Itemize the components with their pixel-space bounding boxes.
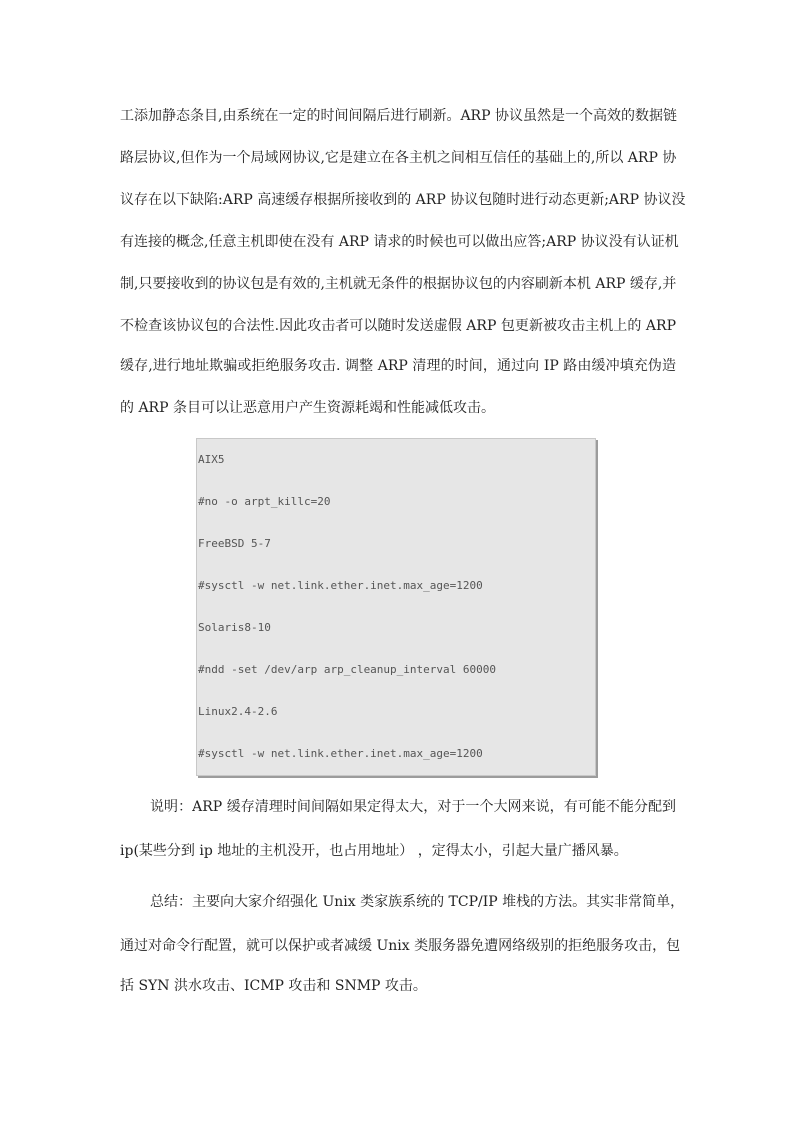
code-block xyxy=(196,438,596,776)
code-line: Solaris8-10 xyxy=(198,621,271,634)
note-line: ip(某些分到 ip 地址的主机没开，也占用地址） ，定得太小，引起大量广播风暴。 xyxy=(120,843,628,859)
summary-line: 总结：主要向大家介绍强化 Unix 类家族系统的 TCP/IP 堆栈的方法。其实非常简单， xyxy=(150,894,685,910)
paragraph-line: 制,只要接收到的协议包是有效的,主机就无条件的根据协议包的内容刷新本机 ARP 缓存,并 xyxy=(120,276,677,292)
code-line: #sysctl -w net.link.ether.inet.max_age=1200 xyxy=(198,579,483,592)
paragraph-line: 工添加静态条目,由系统在一定的时间间隔后进行刷新。ARP 协议虽然是一个高效的数据链 xyxy=(120,108,677,124)
code-line: FreeBSD 5-7 xyxy=(198,537,271,550)
summary-line: 通过对命令行配置，就可以保护或者减缓 Unix 类服务器免遭网络级别的拒绝服务攻击，包 xyxy=(120,938,681,954)
paragraph-line: 路层协议,但作为一个局域网协议,它是建立在各主机之间相互信任的基础上的,所以 ARP 协 xyxy=(120,150,677,166)
code-line: Linux2.4-2.6 xyxy=(198,705,278,718)
paragraph-line: 不检查该协议包的合法性.因此攻击者可以随时发送虚假 ARP 包更新被攻击主机上的 ARP xyxy=(120,318,676,334)
paragraph-line: 的 ARP 条目可以让恶意用户产生资源耗竭和性能减低攻击。 xyxy=(120,400,495,416)
code-line: #no -o arpt_killc=20 xyxy=(198,495,331,508)
summary-line: 括 SYN 洪水攻击、ICMP 攻击和 SNMP 攻击。 xyxy=(120,978,427,994)
code-line: #sysctl -w net.link.ether.inet.max_age=1200 xyxy=(198,747,483,760)
paragraph-line: 有连接的概念,任意主机即使在没有 ARP 请求的时候也可以做出应答;ARP 协议没有认证机 xyxy=(120,234,679,250)
paragraph-line: 缓存,进行地址欺骗或拒绝服务攻击. 调整 ARP 清理的时间，通过向 IP 路由缓冲填充伪造 xyxy=(120,358,676,374)
code-line: #ndd -set /dev/arp arp_cleanup_interval 60000 xyxy=(198,663,497,676)
code-line: AIX5 xyxy=(198,453,225,466)
paragraph-line: 议存在以下缺陷:ARP 高速缓存根据所接收到的 ARP 协议包随时进行动态更新;ARP 协议没 xyxy=(120,192,686,208)
note-line: 说明：ARP 缓存清理时间间隔如果定得太大，对于一个大网来说，有可能不能分配到 xyxy=(150,799,676,815)
